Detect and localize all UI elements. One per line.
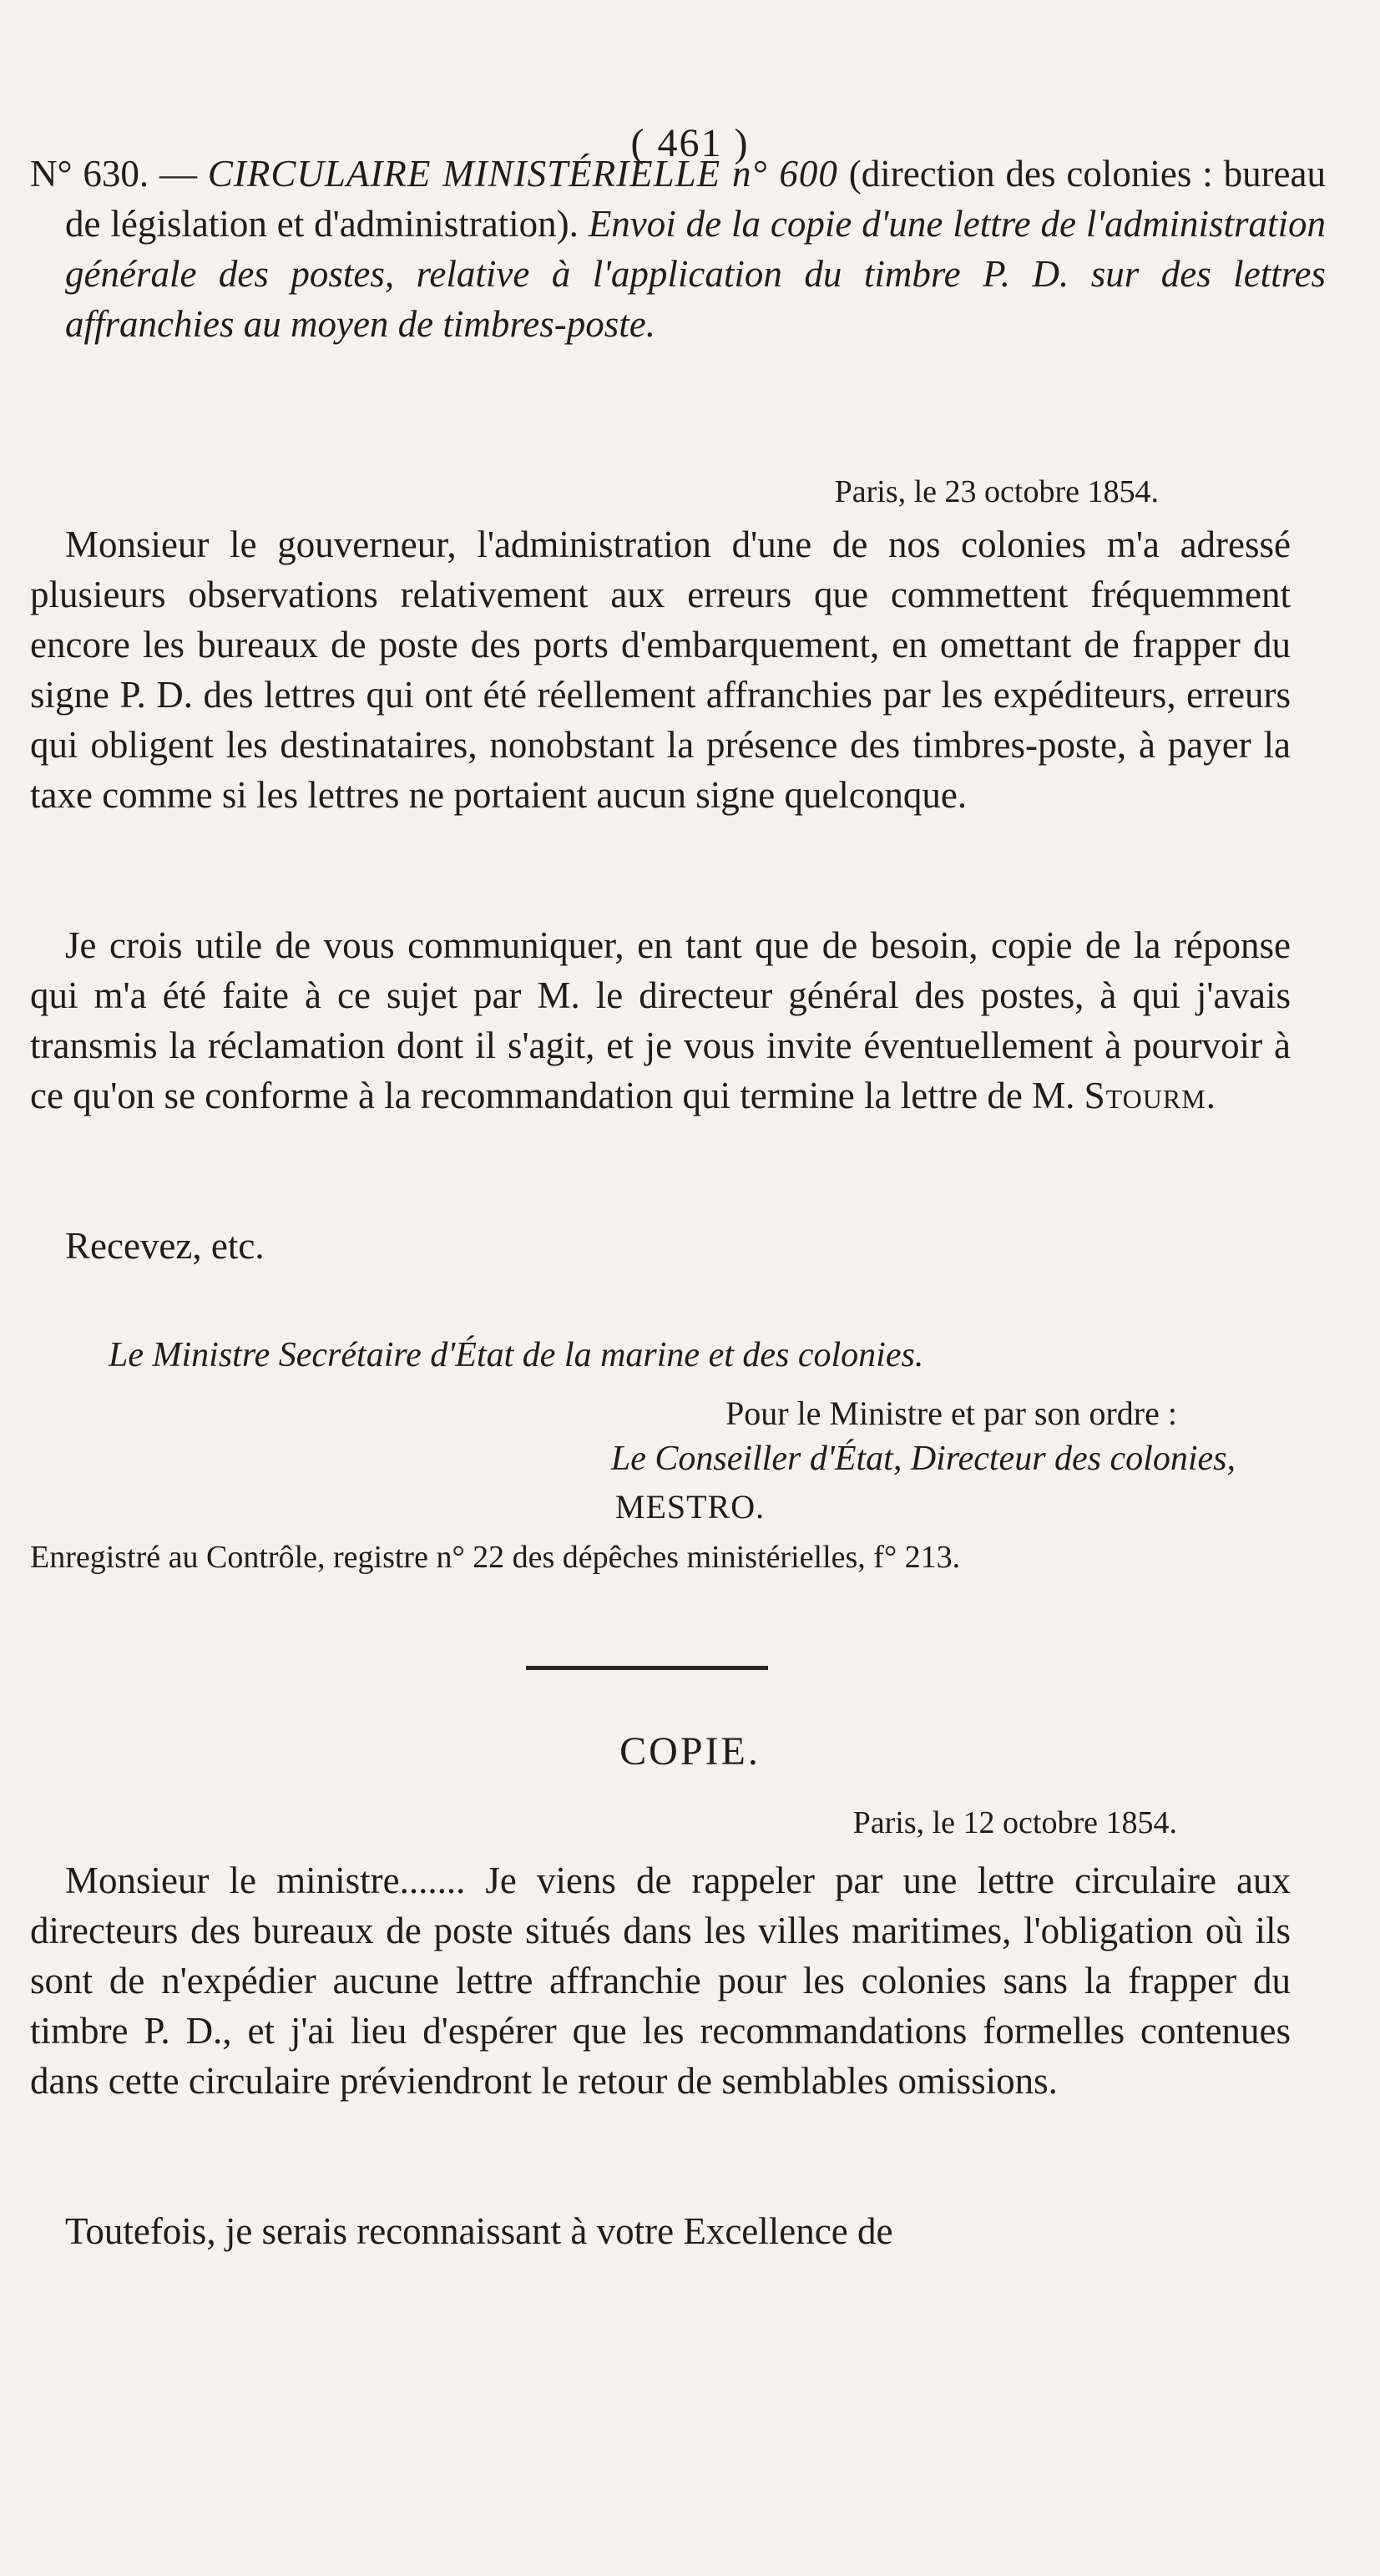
- circular-number: N° 630.: [30, 153, 149, 195]
- stourm-name: Stourm: [1084, 1075, 1206, 1116]
- circular-title: CIRCULAIRE MINISTÉRIELLE n° 600: [207, 153, 838, 195]
- circular-description: Envoi de la copie d'une lettre de l'administration générale des postes, relative à l'application du timbre P. D. sur des lettres affranchies au moyen de timbres-poste.: [65, 203, 1326, 345]
- signature: MESTRO.: [614, 1488, 766, 1526]
- registry-line: Enregistré au Contrôle, registre n° 22 des dépêches ministérielles, f° 213.: [30, 1540, 961, 1575]
- letter-paragraph-2: [30, 920, 1291, 1121]
- circular-heading: [30, 149, 1326, 349]
- circular-dateline: Paris, le 23 octobre 1854.: [834, 474, 1159, 509]
- copy-paragraph-2: Toutefois, je serais reconnaissant à votre Excellence de: [65, 2210, 893, 2252]
- letter-salutation: Recevez, etc.: [65, 1225, 265, 1267]
- letter-paragraph-2-text: Je crois utile de vous communiquer, en tant que de besoin, copie de la réponse qui m'a été faite à ce sujet par M. le directeur général des postes, à qui j'avais transmis la réclamation dont il s'agit, et je vous invite éventuellement à pourvoir à ce qu'on se conforme à la recommandation qui termine la lettre de M.: [30, 924, 1291, 1116]
- circular-dash: —: [149, 153, 208, 195]
- separator-rule: [526, 1666, 768, 1670]
- counselor-line: Le Conseiller d'État, Directeur des colonies,: [610, 1440, 1236, 1478]
- minister-line: Le Ministre Secrétaire d'État de la marine et des colonies.: [109, 1336, 924, 1374]
- copy-paragraph-1: Monsieur le ministre....... Je viens de rappeler par une lettre circulaire aux directeurs des bureaux de poste situés dans les villes maritimes, l'obligation où ils sont de n'expédier aucune lettre affranchie pour les colonies sans la frapper du timbre P. D., et j'ai lieu d'espérer que les recommandations formelles contenues dans cette circulaire préviendront le retour de semblables omissions.: [30, 1860, 1291, 2102]
- page-number: ( 461 ): [630, 121, 750, 165]
- copy-heading: COPIE.: [619, 1729, 761, 1774]
- letter-paragraph-1: Monsieur le gouverneur, l'administration d'une de nos colonies m'a adressé plusieurs observations relativement aux erreurs que commettent fréquemment encore les bureaux de poste des ports d'embarquement, en omettant de frapper du signe P. D. des lettres qui ont été réellement affranchies par les expéditeurs, erreurs qui obligent les destinataires, nonobstant la présence des timbres-poste, à payer la taxe comme si les lettres ne portaient aucun signe quelconque.: [30, 524, 1291, 816]
- order-line: Pour le Ministre et par son ordre :: [725, 1394, 1177, 1432]
- circular-direction: (direction des colonies : bureau de législation et d'administration).: [65, 153, 1327, 245]
- copy-dateline: Paris, le 12 octobre 1854.: [852, 1805, 1177, 1840]
- letter-paragraph-2-end: .: [1206, 1075, 1216, 1116]
